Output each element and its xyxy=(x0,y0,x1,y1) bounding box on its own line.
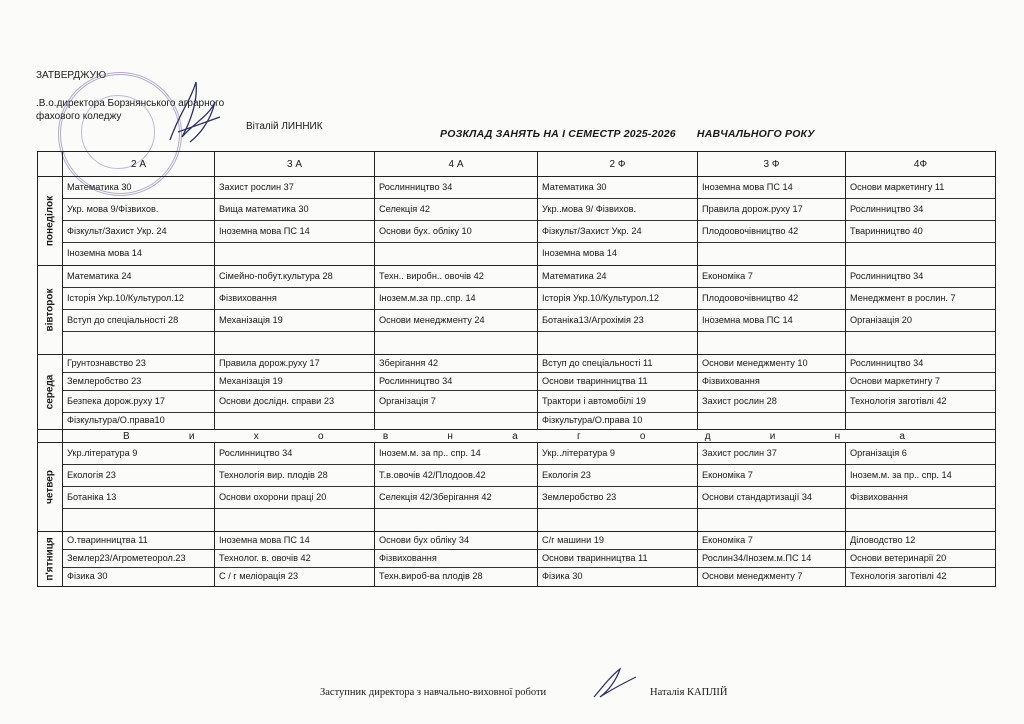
lesson-entry: Селекція 42 xyxy=(375,199,537,221)
lesson-entry: Укр..література 9 xyxy=(538,443,697,465)
holiday-letter: В xyxy=(123,430,130,442)
lesson-entry: Землеробство 23 xyxy=(538,487,697,509)
lesson-entry xyxy=(215,413,374,429)
holiday-letter: х xyxy=(253,430,259,442)
approval-label: ЗАТВЕРДЖУЮ xyxy=(36,70,107,81)
holiday-letter: г xyxy=(576,430,581,442)
lesson-entry: Основи менеджменту 10 xyxy=(698,355,845,373)
footer-name: Наталія КАПЛІЙ xyxy=(650,687,728,698)
day-label-cell xyxy=(38,443,63,532)
day-label: вівторок xyxy=(44,288,56,332)
day-label: понеділок xyxy=(44,195,56,247)
lesson-entry: Іноземна мова ПС 14 xyxy=(698,310,845,332)
lesson-entry xyxy=(846,332,995,354)
lesson-entry: Організація 6 xyxy=(846,443,995,465)
title-main: РОЗКЛАД ЗАНЯТЬ НА І СЕМЕСТР 2025-2026 xyxy=(440,128,676,140)
lesson-entry: Фізика 30 xyxy=(542,571,583,582)
lesson-entry: Фізкультура/О.права10 xyxy=(67,415,165,426)
holiday-letter: а xyxy=(899,430,905,442)
lesson-entry: Історія Укр.10/Культурол.12 xyxy=(63,288,214,310)
schedule-cell xyxy=(63,532,215,587)
schedule-cell xyxy=(215,443,375,532)
day-label-cell xyxy=(38,177,63,266)
schedule-cell xyxy=(698,532,846,587)
day-label-cell xyxy=(38,355,63,430)
lesson-entry: Грунтознавство 23 xyxy=(63,355,214,373)
day-label-cell xyxy=(38,266,63,355)
lesson-entry: Вища математика 30 xyxy=(215,199,374,221)
lesson-entry: Укр..мова 9/ Фізвихов. xyxy=(538,199,697,221)
schedule-cell xyxy=(215,177,375,266)
schedule-cell xyxy=(538,443,698,532)
day-label: четвер xyxy=(44,470,56,504)
lesson-entry: Вступ до спеціальності 28 xyxy=(63,310,214,332)
schedule-cell xyxy=(215,355,375,430)
lesson-entry: Фізика 30 xyxy=(67,571,108,582)
lesson-entry: Фізкультура/О.права 10 xyxy=(542,415,643,426)
day-row xyxy=(38,177,996,266)
lesson-entry: Основи менеджменту 24 xyxy=(375,310,537,332)
schedule-cell xyxy=(63,266,215,355)
holiday-row xyxy=(38,430,996,443)
lesson-entry: О.тваринництва 11 xyxy=(63,532,214,550)
approval-position-2: фахового коледжу xyxy=(36,111,122,122)
schedule-cell xyxy=(375,532,538,587)
holiday-text xyxy=(63,431,995,442)
lesson-entry: Організація 7 xyxy=(375,391,537,413)
lesson-entry: Фізвиховання xyxy=(846,487,995,509)
lesson-entry xyxy=(215,509,374,531)
lesson-entry: Рослинництво 34 xyxy=(375,373,537,391)
holiday-letter: и xyxy=(769,430,776,442)
lesson-entry: Основи менеджменту 7 xyxy=(702,571,803,582)
lesson-entry: Плодоовочівництво 42 xyxy=(698,288,845,310)
schedule-cell xyxy=(215,266,375,355)
schedule-cell xyxy=(63,443,215,532)
lesson-entry: Техн.. виробн.. овочів 42 xyxy=(375,266,537,288)
schedule-cell xyxy=(846,443,996,532)
lesson-entry: Безпека дорож.руху 17 xyxy=(63,391,214,413)
group-header: 4 А xyxy=(375,152,538,177)
holiday-day-cell xyxy=(38,430,63,443)
holiday-letter: в xyxy=(382,430,389,442)
lesson-entry: Ботаніка 13 xyxy=(63,487,214,509)
director-signature xyxy=(160,62,230,152)
lesson-entry: Укр.література 9 xyxy=(63,443,214,465)
lesson-entry: Іноземна мова ПС 14 xyxy=(215,221,374,243)
schedule-cell xyxy=(538,532,698,587)
schedule-cell xyxy=(538,177,698,266)
lesson-entry: Основи дослідн. справи 23 xyxy=(215,391,374,413)
lesson-entry: Рослинництво 34 xyxy=(846,266,995,288)
lesson-entry: Фізкульт/Захист Укр. 24 xyxy=(63,221,214,243)
lesson-entry: Захист рослин 28 xyxy=(698,391,845,413)
lesson-entry: Ботаніка13/Агрохімія 23 xyxy=(538,310,697,332)
lesson-entry: Захист рослин 37 xyxy=(215,177,374,199)
lesson-entry xyxy=(375,332,537,354)
lesson-entry: Плодоовочівництво 42 xyxy=(698,221,845,243)
lesson-entry: Правила дорож.руху 17 xyxy=(698,199,845,221)
lesson-entry xyxy=(538,332,697,354)
lesson-entry: Технолог. в. овочів 42 xyxy=(215,550,374,568)
schedule-cell xyxy=(698,443,846,532)
lesson-entry: Основи тваринництва 11 xyxy=(538,373,697,391)
holiday-letter: а xyxy=(512,430,518,442)
lesson-entry: Фізвиховання xyxy=(698,373,845,391)
lesson-entry: Менеджмент в рослин. 7 xyxy=(846,288,995,310)
lesson-entry: Діловодство 12 xyxy=(846,532,995,550)
schedule-cell xyxy=(375,266,538,355)
holiday-letter: о xyxy=(639,430,646,442)
schedule-cell xyxy=(63,177,215,266)
lesson-entry xyxy=(698,243,845,265)
lesson-entry xyxy=(215,243,374,265)
lesson-entry xyxy=(375,509,537,531)
day-label: п'ятниця xyxy=(44,537,56,581)
lesson-entry: Організація 20 xyxy=(846,310,995,332)
lesson-entry: Економіка 7 xyxy=(698,465,845,487)
schedule-cell xyxy=(698,355,846,430)
lesson-entry: Основи бух обліку 34 xyxy=(375,532,537,550)
lesson-entry: Механізація 19 xyxy=(215,310,374,332)
lesson-entry: Іноземна мова ПС 14 xyxy=(215,532,374,550)
approval-signer: Віталій ЛИННИК xyxy=(246,121,323,132)
lesson-entry: Інозем.м. за пр.. спр. 14 xyxy=(375,443,537,465)
day-row xyxy=(38,355,996,430)
lesson-entry: Укр. мова 9/Фізвихов. xyxy=(63,199,214,221)
lesson-entry: Технологія вир. плодів 28 xyxy=(215,465,374,487)
schedule-cell xyxy=(375,177,538,266)
lesson-entry: Фізкульт/Захист Укр. 24 xyxy=(538,221,697,243)
group-header: 3 Ф xyxy=(698,152,846,177)
lesson-entry: Основи охорони праці 20 xyxy=(215,487,374,509)
holiday-letter: и xyxy=(188,430,195,442)
group-header: 3 А xyxy=(215,152,375,177)
lesson-entry xyxy=(215,332,374,354)
schedule-title xyxy=(436,128,815,140)
lesson-entry: Екологія 23 xyxy=(63,465,214,487)
holiday-letter: н xyxy=(447,430,453,442)
schedule-cell xyxy=(375,355,538,430)
holiday-cell xyxy=(63,430,996,443)
lesson-entry: Інозем.м.за пр..спр. 14 xyxy=(375,288,537,310)
lesson-entry: Рослинництво 34 xyxy=(375,177,537,199)
lesson-entry xyxy=(698,509,845,531)
schedule-table xyxy=(37,151,996,587)
lesson-entry: Основи тваринництва 11 xyxy=(538,550,697,568)
lesson-entry: Правила дорож.руху 17 xyxy=(215,355,374,373)
lesson-entry: Економіка 7 xyxy=(698,266,845,288)
lesson-entry xyxy=(698,332,845,354)
lesson-entry: Землеробство 23 xyxy=(63,373,214,391)
day-label: середа xyxy=(44,374,56,410)
lesson-entry: Математика 24 xyxy=(63,266,214,288)
schedule-cell xyxy=(698,266,846,355)
group-header-row xyxy=(38,152,996,177)
lesson-entry: С/г машини 19 xyxy=(538,532,697,550)
title-tail: НАВЧАЛЬНОГО РОКУ xyxy=(696,128,815,140)
lesson-entry: Тваринництво 40 xyxy=(846,221,995,243)
schedule-cell xyxy=(63,355,215,430)
lesson-entry: Механізація 19 xyxy=(215,373,374,391)
lesson-entry: Математика 30 xyxy=(538,177,697,199)
lesson-entry: Землер23/Агрометеорол.23 xyxy=(63,550,214,568)
lesson-entry: Основи ветеринарії 20 xyxy=(846,550,995,568)
lesson-entry: Фізвиховання xyxy=(215,288,374,310)
group-header: 4Ф xyxy=(846,152,996,177)
group-header: 2 А xyxy=(63,152,215,177)
lesson-entry: Зберігання 42 xyxy=(375,355,537,373)
holiday-letter: н xyxy=(834,430,841,442)
lesson-entry: Основи бух. обліку 10 xyxy=(375,221,537,243)
lesson-entry xyxy=(846,243,995,265)
lesson-entry: Економіка 7 xyxy=(698,532,845,550)
lesson-entry xyxy=(538,509,697,531)
approval-position: .В.о.директора Борзнянського аграрного xyxy=(36,98,225,109)
lesson-entry: Іноземна мова 14 xyxy=(67,248,142,259)
schedule-cell xyxy=(215,532,375,587)
lesson-entry: Вступ до спеціальності 11 xyxy=(538,355,697,373)
schedule-cell xyxy=(538,355,698,430)
lesson-entry xyxy=(846,509,995,531)
lesson-entry: Іноземна мова 14 xyxy=(542,248,617,259)
lesson-entry: Рослинництво 34 xyxy=(846,355,995,373)
schedule-cell xyxy=(846,532,996,587)
lesson-entry xyxy=(846,413,995,429)
footer xyxy=(320,687,728,698)
footer-role: Заступник директора з навчально-виховної роботи xyxy=(320,687,547,698)
deputy-signature xyxy=(590,667,640,701)
corner-cell xyxy=(38,152,63,177)
lesson-entry: Захист рослин 37 xyxy=(698,443,845,465)
schedule-cell xyxy=(846,266,996,355)
lesson-entry: Селекція 42/Зберігання 42 xyxy=(375,487,537,509)
day-row xyxy=(38,532,996,587)
lesson-entry: Інозем.м. за пр.. спр. 14 xyxy=(846,465,995,487)
schedule-cell xyxy=(846,355,996,430)
holiday-letter: д xyxy=(704,430,711,442)
lesson-entry xyxy=(698,413,845,429)
lesson-entry: Екологія 23 xyxy=(538,465,697,487)
lesson-entry: Математика 30 xyxy=(63,177,214,199)
day-row xyxy=(38,443,996,532)
schedule-cell xyxy=(538,266,698,355)
lesson-entry: Т.в.овочів 42/Плодоов.42 xyxy=(375,465,537,487)
lesson-entry xyxy=(63,509,214,531)
lesson-entry: Основи маркетингу 11 xyxy=(846,177,995,199)
lesson-entry: Технологія заготівлі 42 xyxy=(846,391,995,413)
lesson-entry: С / г меліорація 23 xyxy=(219,571,299,582)
lesson-entry: Основи маркетингу 7 xyxy=(846,373,995,391)
lesson-entry: Історія Укр.10/Культурол.12 xyxy=(538,288,697,310)
lesson-entry xyxy=(63,332,214,354)
lesson-entry: Основи стандартизації 34 xyxy=(698,487,845,509)
lesson-entry: Трактори і автомобілі 19 xyxy=(538,391,697,413)
day-label-cell xyxy=(38,532,63,587)
lesson-entry: Сімейно-побут.культура 28 xyxy=(215,266,374,288)
lesson-entry xyxy=(375,413,537,429)
lesson-entry: Математика 24 xyxy=(538,266,697,288)
lesson-entry: Рослин34/Інозем.м.ПС 14 xyxy=(698,550,845,568)
lesson-entry: Рослинництво 34 xyxy=(215,443,374,465)
lesson-entry: Іноземна мова ПС 14 xyxy=(698,177,845,199)
day-row xyxy=(38,266,996,355)
schedule-cell xyxy=(846,177,996,266)
lesson-entry: Фізвиховання xyxy=(375,550,537,568)
lesson-entry: Технологія заготівлі 42 xyxy=(850,571,947,582)
lesson-entry: Техн.вироб-ва плодів 28 xyxy=(379,571,483,582)
lesson-entry: Рослинництво 34 xyxy=(846,199,995,221)
group-header: 2 Ф xyxy=(538,152,698,177)
lesson-entry xyxy=(375,243,537,265)
schedule-cell xyxy=(375,443,538,532)
schedule-cell xyxy=(698,177,846,266)
holiday-letter: о xyxy=(318,430,324,442)
